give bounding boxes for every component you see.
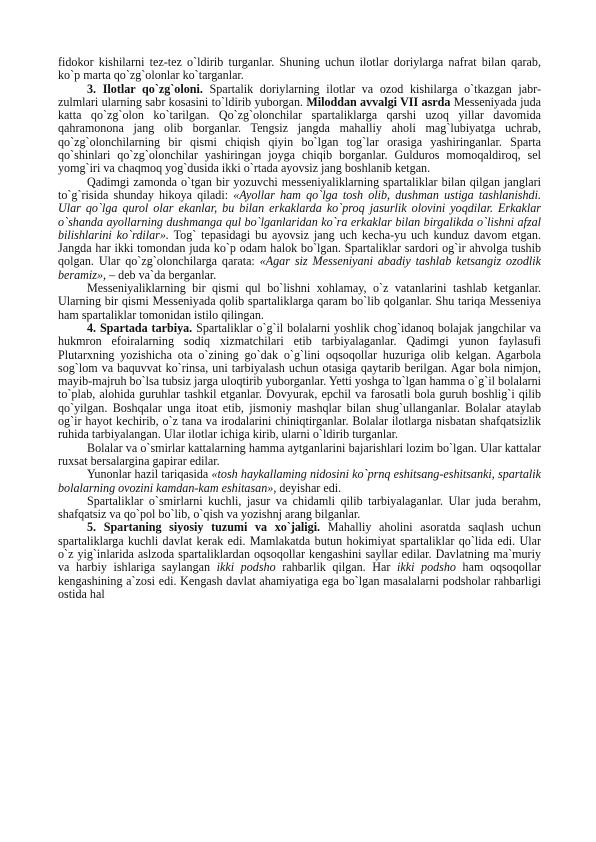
document-page bbox=[58, 56, 541, 601]
text-run: Messeniyaliklarning bir qismi qul bo`lishni xohlamay, o`z vatanlarini tashlab ketganlar. Ularning bir qismi Messeniyada qolib spartaliklarga qaram bo`lib qolganlar. Shu tariqa Messeniya ham spartaliklar tomonidan istilo qilingan. bbox=[58, 281, 541, 322]
paragraph-messeniya-conquest bbox=[58, 282, 541, 322]
italic-quote: «Ayollar ham qo`lga tosh olib, dushman ustiga tashlanishdi. Ular qo`lga qurol olar ekanlar, bu bilan erkaklarda ko`proq jasurlik olovini yoqdilar. Erkaklar o`shanda ayollarning dushmanga qul bo`lganlaridan ko`ra erkaklar bilan birgalikda o`lishni afzal bilishlarini ko`rdilar». bbox=[58, 187, 541, 242]
text-run: Yunonlar hazil tariqasida bbox=[87, 467, 212, 482]
paragraph-ilotlar-qozgoloni bbox=[58, 83, 541, 176]
text-run: deyishar edi. bbox=[276, 480, 342, 495]
paragraph-political-system bbox=[58, 521, 541, 601]
section-heading: 3. Ilotlar qo`zg`oloni. bbox=[87, 81, 203, 96]
italic-phrase: ikki podsho bbox=[396, 560, 456, 575]
text-run: – deb va`da berganlar. bbox=[106, 267, 217, 282]
paragraph-spartada-tarbiya bbox=[58, 322, 541, 442]
text-run: Bolalar va o`smirlar kattalarning hamma aytganlarini bajarishlari lozim bo`lgan. Ular kattalar ruxsat bersalargina gapirar edilar. bbox=[58, 440, 541, 468]
text-run: Tog` tepasidagi bu ayovsiz jang uch kecha-yu uch kunduz davom etgan. Jangda har ikki tomondan juda ko`p odam halok bo`lgan. Spartaliklar sardori og`ir ahvolga tushib qolgan. Ular qo`zg`olonchilarga qarata: bbox=[58, 227, 541, 269]
text-run: ham oqsoqollar kengashining a`zosi edi. Kengash davlat ahamiyatiga ega bo`lgan masalalarni podsholar rahbarligi ostida hal bbox=[58, 560, 542, 601]
italic-quote: «tosh haykallaming nidosini ko`prnq eshitsang-eshitsanki, spartalik bolalarning ovozini kamdan-kam eshitasan», bbox=[58, 467, 541, 495]
section-heading: 5. Spartaning siyosiy tuzumi va xo`jaligi. bbox=[87, 520, 321, 535]
text-run: Spartalik doriylarning ilotlar va ozod kishilarga o`tkazgan jabr-zulmlari ularning sabr kosasini to`ldirib yuborgan. bbox=[58, 81, 541, 109]
italic-phrase: ikki podsho bbox=[216, 560, 276, 575]
section-heading: 4. Spartada tarbiya. bbox=[87, 320, 193, 335]
italic-quote: «Agar siz Messeniyani abadiy tashlab ketsangiz ozodlik beramiz», bbox=[58, 254, 541, 282]
text-run: rahbarlik qilgan. Har bbox=[275, 560, 397, 575]
paragraph-obedience bbox=[58, 442, 541, 469]
paragraph-writer-story bbox=[58, 176, 541, 282]
paragraph-youth-upbringing bbox=[58, 495, 541, 522]
text-run: Qadimgi zamonda o`tgan bir yozuvchi messeniyaliklarning spartaliklar bilan qilgan janglari to`g`risida shunday hikoya qiladi: bbox=[58, 174, 541, 202]
text-run: Spartaliklar o`smirlarni kuchli, jasur va chidamli qilib tarbiyalaganlar. Ular juda berahm, shafqatsiz va qo`pol bo`lib, o`qish va yozishnj arang bilganlar. bbox=[58, 493, 541, 522]
text-run: Spartaliklar o`g`il bolalarni yoshlik chog`idanoq bolajak jangchilar va hukmron efoiralarning sodiq xizmatchilari etib tarbiyalaganlar. Qadimgi yunon faylasufi Plutarxning yozishicha ota o`zining go`dak o`g`lini oqsoqollar huzuriga olib kelgan. Agarbola sog`lom va baquvvat ko`rinsa, uni tarbiyalash uchun otasiga qaytarib berilgan. Agar bola nimjon, mayib-majruh bo`lsa tubsiz jarga uloqtirib yuborganlar. Yetti yoshga to`lgan hamma o`g`il bolalarni to`plab, alohida guruhlar tashkil etganlar. Dovyurak, epchil va farosatli bola guruh boshlig`i qilib qo`yilgan. Boshqalar unga itoat etib, jismoniy mashqlar bilan shug`ullanganlar. Bolalar ataylab og`ir hayot kechirib, o`z tana va irodalarini chiniqtirganlar. Bolalar ilotlarga nisbatan shafqatsizlik ruhida tarbiyalangan. Ular ilotlar ichiga kirib, ularni o`ldirib turganlar. bbox=[58, 320, 541, 442]
paragraph-greek-joke bbox=[58, 468, 541, 495]
text-run: Mahalliy aholini asoratda saqlash uchun spartaliklarga kuchli davlat kerak edi. Mamlakatda butun hokimiyat spartaliklar qo`lida edi. Ular o`z yig`inlarida aslzoda spartaliklardan oqsoqollar kengashini sayllar edilar. Davlatning ma`muriy va harbiy ishlariga saylangan bbox=[58, 520, 541, 575]
bold-phrase: Miloddan avvalgi VII asrda bbox=[306, 94, 451, 109]
text-run: fidokor kishilarni tez-tez o`ldirib turganlar. Shuning uchun ilotlar doriylarga nafrat bilan qarab, ko`p marta qo`zg`olonlar ko`targanlar. bbox=[58, 55, 541, 83]
text-run: Messeniyada juda katta qo`zg`olon ko`tarilgan. Qo`zg`olonchilar spartaliklarga qarshi uzoq yillar davomida qahramonona jang olib borganlar. Tengsiz jangda mahalliy aholi mag`lubiyatga uchrab, qo`zg`olonchilarning bir qismi chiqish qiyin bo`lgan tog`lar orasiga yashiringanlar. Sparta qo`shinlari qo`zg`olonchilar yashiringan joyga chiqib borganlar. Gulduros momoqaldiroq, sel yomg`iri va chaqmoq yog`dusida ikki o`rtada ayovsiz jang boshlanib ketgan. bbox=[58, 94, 541, 176]
paragraph-continuation bbox=[58, 56, 541, 83]
